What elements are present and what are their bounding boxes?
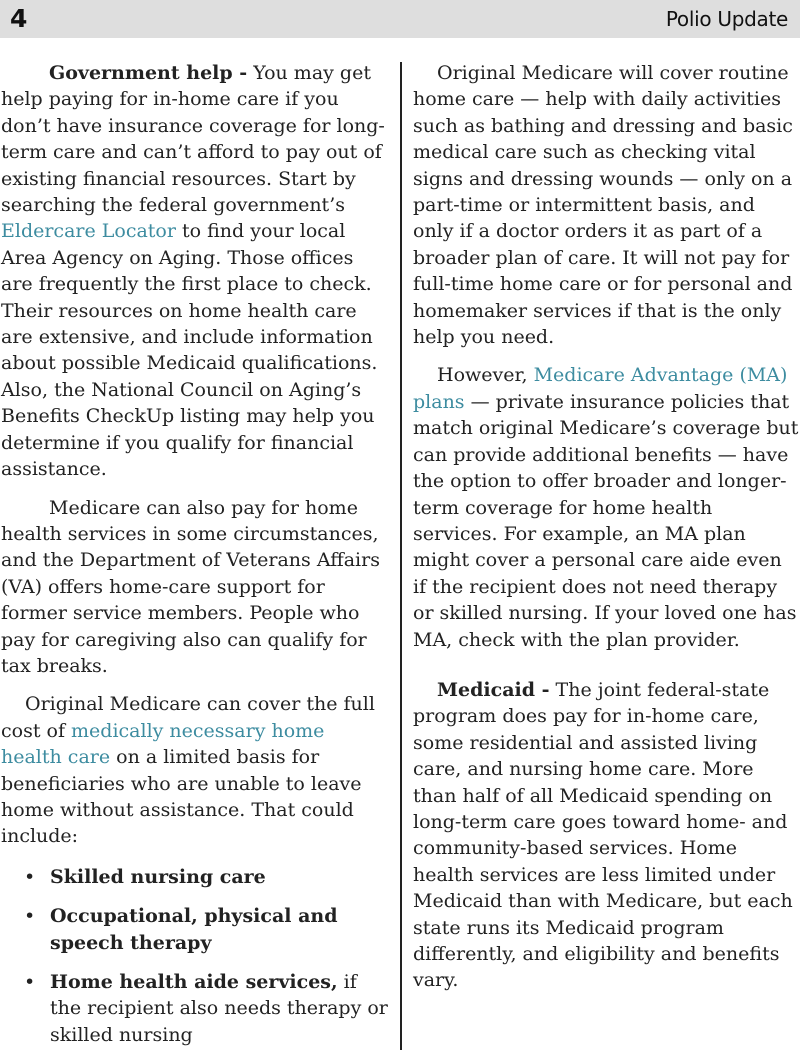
list-item xyxy=(1,969,389,1048)
list-item-text: if the recipient also needs therapy or skilled nursing xyxy=(50,971,388,1046)
medicare-va-paragraph: Medicare can also pay for home health services in some circumstances, and the Department of Veterans Affairs (VA) offers home-care support for former service members. People who pay for caregiving also can qualify for tax breaks. xyxy=(1,496,380,677)
home-health-care-link[interactable]: medically necessary home health care xyxy=(1,719,325,769)
list-item xyxy=(1,903,389,956)
medicare-advantage-paragraph xyxy=(413,362,799,652)
paragraph-text: Original Medicare can cover the full cost of xyxy=(1,693,375,742)
medicaid-heading: Medicaid - xyxy=(437,678,550,701)
government-help-heading: Government help - xyxy=(49,62,248,84)
list-item-bold: Occupational, physical and speech therapy xyxy=(50,905,338,954)
right-column xyxy=(413,60,799,1006)
newsletter-title: Polio Update xyxy=(665,7,788,31)
coverage-list xyxy=(1,864,389,1048)
page-header xyxy=(0,0,800,38)
list-item-bold: Home health aide services, xyxy=(50,971,338,993)
medicare-advantage-link[interactable]: Medicare Advantage (MA) plans xyxy=(413,364,788,413)
original-medicare-coverage-paragraph xyxy=(1,691,389,849)
left-column xyxy=(1,60,389,1061)
eldercare-locator-link[interactable]: Eldercare Locator xyxy=(1,220,176,243)
paragraph-text: You may get help paying for in-home care if you don’t have insurance coverage for long-term care and can’t afford to pay out of existing financial resources. Start by searching the federal government’s xyxy=(1,62,385,217)
medicaid-paragraph xyxy=(413,677,799,994)
paragraph-text: — private insurance policies that match original Medicare’s coverage but can provide additional benefits — have the option to offer broader and longer-term coverage for home health services. For example, an MA plan might cover a personal care aide even if the recipient does not need therapy or skilled nursing. If your loved one has MA, check with the plan provider. xyxy=(413,390,799,651)
government-help-paragraph xyxy=(1,60,389,483)
routine-home-care-paragraph: Original Medicare will cover routine home care — help with daily activities such as bathing and dressing and basic medical care such as checking vital signs and dressing wounds — only on a part-time or intermittent basis, and only if a doctor orders it as part of a broader plan of care. It will not pay for full-time home care or for personal and homemaker services if that is the only help you need. xyxy=(413,62,793,349)
bullet-icon: • xyxy=(24,971,36,993)
paragraph-text: However, xyxy=(437,364,534,387)
paragraph-text: The joint federal-state program does pay for in-home care, some residential and assisted living care, and nursing home care. More than half of all Medicaid spending on long-term care goes toward home- and community-based services. Home health services are less limited under Medicaid than with Medicare, but each state runs its Medicaid program differently, and eligibility and benefits vary. xyxy=(413,678,793,992)
bullet-icon: • xyxy=(24,905,36,928)
list-item xyxy=(1,864,389,890)
page-number: 4 xyxy=(10,4,28,33)
column-divider xyxy=(400,62,402,1050)
paragraph-text: to find your local Area Agency on Aging. Those offices are frequently the first place to check. Their resources on home health care are extensive, and include information about possible Medicaid qualifications. Also, the National Council on Aging’s Benefits CheckUp listing may help you determine if you qualify for financial assistance. xyxy=(1,220,378,481)
bullet-icon: • xyxy=(24,865,36,888)
paragraph-text: on a limited basis for beneficiaries who are unable to leave home without assistance. That could include: xyxy=(1,746,362,848)
list-item-bold: Skilled nursing care xyxy=(50,865,266,888)
